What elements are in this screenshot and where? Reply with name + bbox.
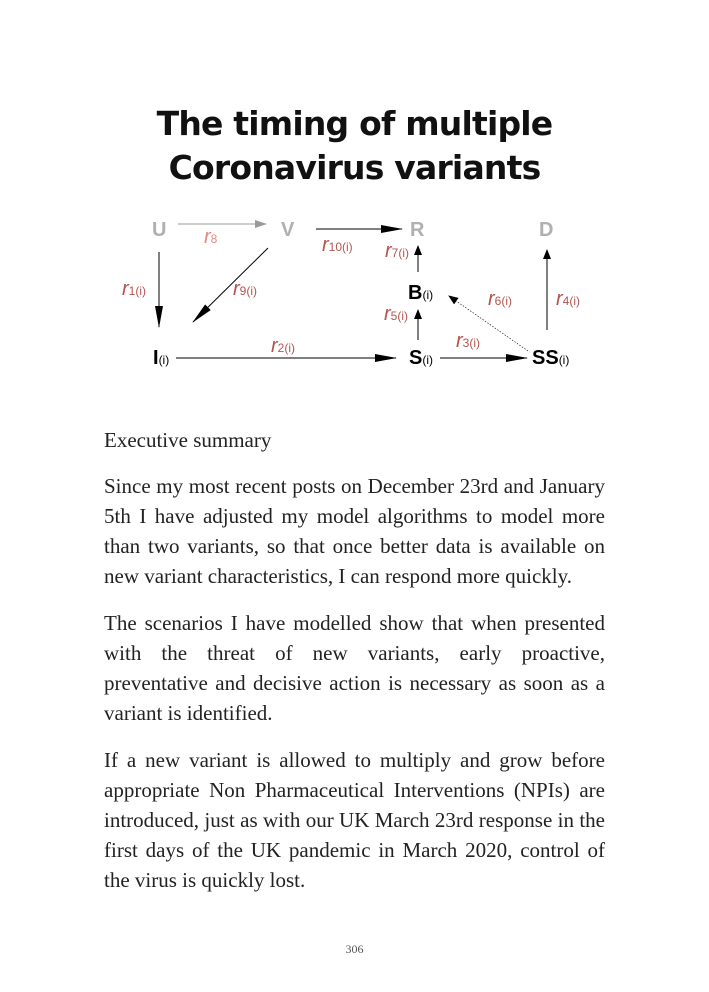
page-title-line-1: The timing of multiple — [156, 104, 553, 144]
rate-r5: r5(i) — [384, 303, 409, 325]
node-b: B(i) — [408, 282, 434, 304]
page-number: 306 — [345, 942, 364, 956]
node-u: U — [152, 219, 167, 241]
document-body — [104, 425, 605, 912]
rate-r10: r10(i) — [322, 234, 353, 256]
rate-r3: r3(i) — [456, 330, 481, 352]
paragraph-2: The scenarios I have modelled show that when presented with the threat of new variants, early proactive, preventative and decisive action is necessary as soon as a variant is identified. — [104, 611, 605, 725]
rate-r2: r2(i) — [271, 335, 296, 357]
variant-flow-diagram — [0, 200, 709, 390]
rate-r1: r1(i) — [122, 278, 147, 300]
section-heading: Executive summary — [104, 428, 272, 452]
node-d: D — [539, 219, 554, 241]
rate-r4: r4(i) — [556, 288, 581, 310]
node-r: R — [410, 219, 425, 241]
node-ss: SS(i) — [532, 347, 570, 369]
node-v: V — [281, 219, 295, 241]
node-i: I(i) — [153, 347, 170, 369]
page-title — [0, 102, 709, 190]
node-s: S(i) — [409, 347, 434, 369]
paragraph-3: If a new variant is allowed to multiply and grow before appropriate Non Pharmaceutical Interventions (NPIs) are introduced, just as with our UK March 23rd response in the first days of the UK pandemic in March 2020, control of the virus is quickly lost. — [104, 748, 605, 892]
page-title-line-2: Coronavirus variants — [168, 148, 541, 188]
rate-r7: r7(i) — [385, 240, 410, 262]
rate-r6: r6(i) — [488, 288, 513, 310]
rate-r8: r8 — [204, 226, 218, 248]
paragraph-1: Since my most recent posts on December 23rd and January 5th I have adjusted my model algorithms to model more than two variants, so that once better data is available on new variant characteristics, I can respond more quickly. — [104, 474, 605, 588]
rate-r9: r9(i) — [233, 278, 258, 300]
